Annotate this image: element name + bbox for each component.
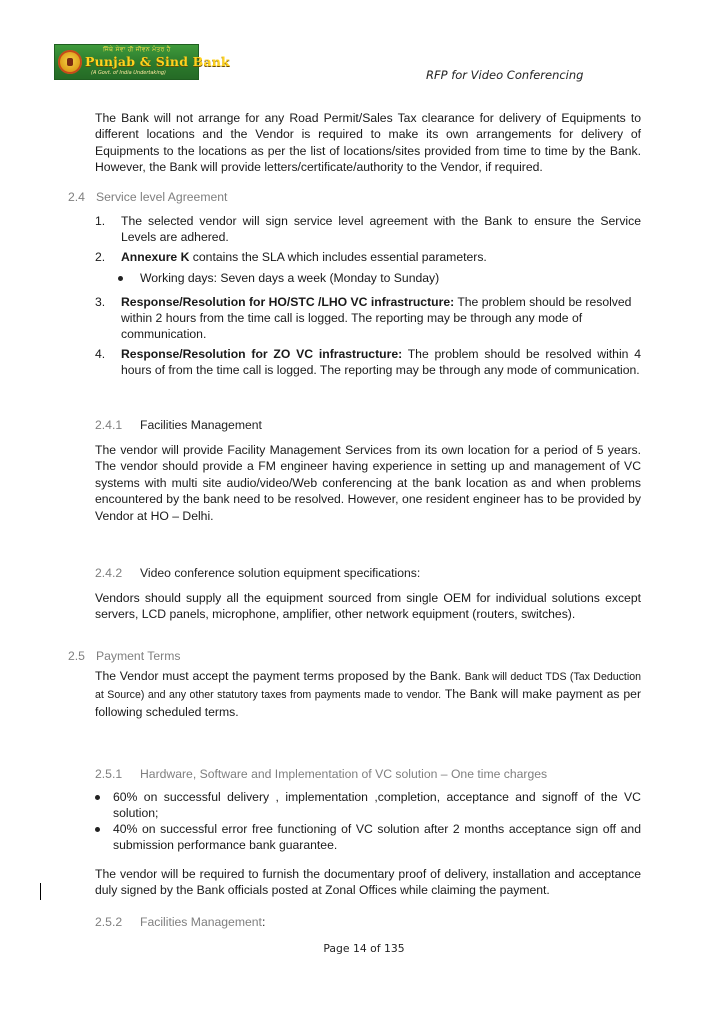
logo-motto: ਜਿੱਥੇ ਸੇਵਾ ਹੀ ਜੀਵਨ ਮੰਤਰ ਹੈ	[103, 46, 171, 53]
list-marker: 4.	[95, 347, 106, 361]
section-title: Facilities Management	[140, 915, 262, 929]
total-page-count: 135	[384, 942, 405, 955]
intro-paragraph: The Bank will not arrange for any Road Permit/Sales Tax clearance for delivery of Equipments to different locations and the Vendor is required to make its own arrangements for delivery of Equipments to the locations as per the list of locations/sites provided from time to time by the Bank. However, the Bank will provide letters/certificate/authority to the Vendor, if required.	[95, 111, 641, 175]
bank-logo	[54, 44, 230, 80]
list-item: 1. The selected vendor will sign service level agreement with the Bank to ensure the Service Levels are adhered.	[95, 214, 641, 244]
bullet-text: Working days: Seven days a week (Monday to Sunday)	[140, 271, 440, 285]
list-marker: 2.	[95, 250, 106, 264]
bullet-item	[114, 270, 634, 286]
section-number: 2.5.2	[95, 915, 123, 929]
annexure-link-text: Annexure K	[121, 250, 190, 264]
section-title: Hardware, Software and Implementation of VC solution – One time charges	[140, 767, 548, 781]
bullet-icon	[95, 795, 100, 800]
section-number: 2.5	[68, 649, 85, 663]
bank-emblem-icon	[58, 50, 82, 74]
section-number: 2.4.1	[95, 418, 123, 432]
section-2-5-heading	[68, 649, 180, 663]
logo-tagline: (A Govt. of India Undertaking)	[91, 70, 166, 76]
documentary-proof-paragraph: The vendor will be required to furnish the documentary proof of delivery, installation and acceptance duly signed by the Bank officials posted at Zonal Offices while claiming the payment.	[95, 867, 641, 898]
section-number: 2.5.1	[95, 767, 123, 781]
list-item: 3. Response/Resolution for HO/STC /LHO VC infrastructure: The problem should be resolved within 2 hours from the time call is logged. The reporting may be through any mode of communication.	[95, 295, 632, 341]
section-2-5-2-heading: 2.5.2 Facilities Management:	[95, 915, 266, 929]
bullet-item: 40% on successful error free functioning of VC solution after 2 months acceptance sign off and submission performance bank guarantee.	[95, 821, 641, 853]
facilities-management-paragraph: The vendor will provide Facility Management Services from its own location for a period of 5 years. The vendor should provide a FM engineer having experience in setting up and management of VC systems with multi site audio/video/Web conferencing at the bank location as and when problems encountered by the bank need to be resolved. However, one resident engineer has to be provided by Vendor at HO – Delhi.	[95, 443, 641, 523]
list-marker: 1.	[95, 214, 106, 228]
document-header-title: RFP for Video Conferencing	[426, 68, 584, 82]
section-number: 2.4.2	[95, 566, 123, 580]
section-2-4-2-heading	[95, 566, 420, 580]
section-2-4-1-heading	[95, 418, 262, 432]
bullet-item: 60% on successful delivery , implementation ,completion, acceptance and signoff of the VC solution;	[95, 789, 641, 821]
section-title: Service level Agreement	[96, 190, 228, 204]
tds-note: Bank will deduct TDS (Tax Deduction at Source) and any other statutory taxes from payments made to vendor.	[95, 671, 641, 701]
section-2-5-1-heading	[95, 767, 547, 781]
payment-terms-paragraph: The Vendor must accept the payment terms proposed by the Bank. Bank will deduct TDS (Tax Deduction at Source) and any other statutory taxes from payments made to vendor. The Bank will make payment as per following scheduled terms.	[95, 669, 642, 719]
page-footer: Page 14 of 135	[323, 942, 405, 955]
equipment-specifications-paragraph: Vendors should supply all the equipment sourced from single OEM for individual solutions except servers, LCD panels, microphone, amplifier, other network equipment (routers, switches).	[95, 591, 641, 622]
logo-bank-name: Punjab & Sind Bank	[85, 54, 230, 69]
section-title: Payment Terms	[96, 649, 181, 663]
section-number: 2.4	[68, 190, 85, 204]
section-2-4-heading	[68, 190, 227, 204]
list-marker: 3.	[95, 295, 106, 309]
list-item: 4. Response/Resolution for ZO VC infrastructure: The problem should be resolved within 4 hours of from the time call is logged. The reporting may be through any mode of communication.	[95, 347, 641, 377]
bullet-icon	[118, 276, 123, 281]
section-title: Video conference solution equipment specifications:	[140, 566, 421, 580]
section-title: Facilities Management	[140, 418, 262, 432]
bullet-icon	[95, 827, 100, 832]
list-item: 2. Annexure K contains the SLA which includes essential parameters.	[95, 250, 487, 264]
current-page-number: 14	[352, 942, 367, 955]
revision-change-bar	[40, 883, 41, 900]
